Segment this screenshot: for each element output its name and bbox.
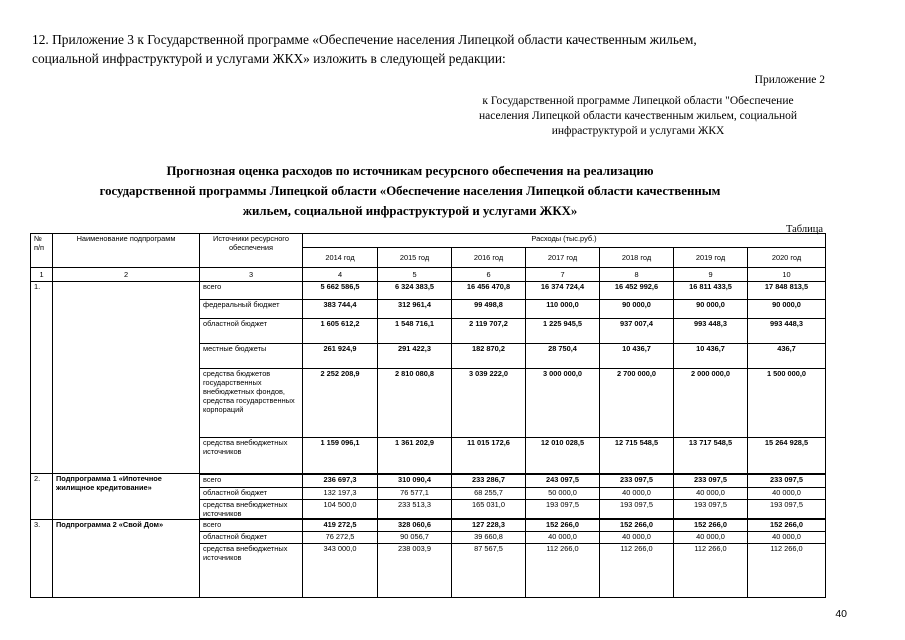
expense-value: 5 662 586,5 xyxy=(303,282,378,300)
expense-value: 10 436,7 xyxy=(600,344,674,369)
expense-value: 291 422,3 xyxy=(378,344,452,369)
expense-value: 419 272,5 xyxy=(303,519,378,531)
program-ref-line-1: к Государственной программе Липецкой области "Обеспечение xyxy=(482,95,794,107)
expense-value: 112 266,0 xyxy=(748,543,826,597)
expense-value: 261 924,9 xyxy=(303,344,378,369)
program-ref-line-3: инфраструктурой и услугами ЖКХ xyxy=(551,125,725,137)
expense-value: 132 197,3 xyxy=(303,488,378,500)
expense-value: 233 513,3 xyxy=(378,500,452,520)
expense-value: 238 003,9 xyxy=(378,543,452,597)
expense-value: 127 228,3 xyxy=(452,519,526,531)
column-number: 3 xyxy=(200,268,303,282)
row-number: 3. xyxy=(31,519,53,597)
funding-source: всего xyxy=(200,474,303,488)
funding-source: местные бюджеты xyxy=(200,344,303,369)
expense-value: 165 031,0 xyxy=(452,500,526,520)
expense-value: 2 252 208,9 xyxy=(303,369,378,438)
table-row xyxy=(31,474,826,488)
expense-value: 233 286,7 xyxy=(452,474,526,488)
expense-value: 13 717 548,5 xyxy=(674,438,748,474)
column-number: 4 xyxy=(303,268,378,282)
expense-value: 152 266,0 xyxy=(600,519,674,531)
column-number: 6 xyxy=(452,268,526,282)
table-row xyxy=(31,282,826,300)
expense-value: 1 159 096,1 xyxy=(303,438,378,474)
subprogram-name xyxy=(53,282,200,474)
title-line-3: жильем, социальной инфраструктурой и услугами ЖКХ» xyxy=(242,204,578,218)
expense-value: 40 000,0 xyxy=(600,488,674,500)
header-sources: Источники ресурсного обеспечения xyxy=(200,234,303,268)
expense-value: 2 000 000,0 xyxy=(674,369,748,438)
funding-source: средства внебюджетных источников xyxy=(200,543,303,597)
expense-value: 40 000,0 xyxy=(748,531,826,543)
expense-value: 1 605 612,2 xyxy=(303,319,378,344)
budget-table xyxy=(30,233,826,598)
expense-value: 12 715 548,5 xyxy=(600,438,674,474)
column-number: 5 xyxy=(378,268,452,282)
funding-source: областной бюджет xyxy=(200,531,303,543)
expense-value: 11 015 172,6 xyxy=(452,438,526,474)
expense-value: 2 119 707,2 xyxy=(452,319,526,344)
expense-value: 16 811 433,5 xyxy=(674,282,748,300)
column-number: 1 xyxy=(31,268,53,282)
expense-value: 16 374 724,4 xyxy=(526,282,600,300)
expense-value: 110 000,0 xyxy=(526,300,600,319)
expense-value: 90 000,0 xyxy=(674,300,748,319)
expense-value: 383 744,4 xyxy=(303,300,378,319)
expense-value: 40 000,0 xyxy=(526,531,600,543)
expense-value: 40 000,0 xyxy=(674,488,748,500)
expense-value: 6 324 383,5 xyxy=(378,282,452,300)
expense-value: 15 264 928,5 xyxy=(748,438,826,474)
expense-value: 193 097,5 xyxy=(674,500,748,520)
document-title xyxy=(40,161,780,221)
expense-value: 39 660,8 xyxy=(452,531,526,543)
expense-value: 90 000,0 xyxy=(748,300,826,319)
expense-value: 182 870,2 xyxy=(452,344,526,369)
expense-value: 10 436,7 xyxy=(674,344,748,369)
header-year: 2019 год xyxy=(674,248,748,268)
expense-value: 76 577,1 xyxy=(378,488,452,500)
expense-value: 28 750,4 xyxy=(526,344,600,369)
table-label: Таблица xyxy=(785,224,823,235)
expense-value: 312 961,4 xyxy=(378,300,452,319)
expense-value: 436,7 xyxy=(748,344,826,369)
expense-value: 112 266,0 xyxy=(526,543,600,597)
expense-value: 152 266,0 xyxy=(748,519,826,531)
subprogram-name: Подпрограмма 2 «Свой Дом» xyxy=(53,519,200,597)
column-number: 7 xyxy=(526,268,600,282)
expense-value: 193 097,5 xyxy=(526,500,600,520)
expense-value: 3 000 000,0 xyxy=(526,369,600,438)
funding-source: всего xyxy=(200,282,303,300)
funding-source: средства внебюджетных источников xyxy=(200,500,303,520)
expense-value: 3 039 222,0 xyxy=(452,369,526,438)
expense-value: 152 266,0 xyxy=(674,519,748,531)
appendix-label: Приложение 2 xyxy=(754,74,825,86)
header-year: 2020 год xyxy=(748,248,826,268)
header-year: 2016 год xyxy=(452,248,526,268)
expense-value: 16 452 992,6 xyxy=(600,282,674,300)
title-line-1: Прогнозная оценка расходов по источникам ресурсного обеспечения на реализацию xyxy=(166,164,654,178)
expense-value: 1 548 716,1 xyxy=(378,319,452,344)
expense-value: 993 448,3 xyxy=(674,319,748,344)
expense-value: 104 500,0 xyxy=(303,500,378,520)
expense-value: 343 000,0 xyxy=(303,543,378,597)
header-name: Наименование подпрограмм xyxy=(53,234,200,268)
expense-value: 233 097,5 xyxy=(748,474,826,488)
column-number: 2 xyxy=(53,268,200,282)
intro-line-1: 12. Приложение 3 к Государственной программе «Обеспечение населения Липецкой области качественным жильем, xyxy=(32,32,697,47)
funding-source: областной бюджет xyxy=(200,319,303,344)
expense-value: 12 010 028,5 xyxy=(526,438,600,474)
header-year: 2014 год xyxy=(303,248,378,268)
expense-value: 90 056,7 xyxy=(378,531,452,543)
expense-value: 16 456 470,8 xyxy=(452,282,526,300)
expense-value: 68 255,7 xyxy=(452,488,526,500)
program-reference xyxy=(448,94,828,139)
expense-value: 112 266,0 xyxy=(600,543,674,597)
expense-value: 1 361 202,9 xyxy=(378,438,452,474)
row-number: 1. xyxy=(31,282,53,474)
table-row xyxy=(31,519,826,531)
header-expenses: Расходы (тыс.руб.) xyxy=(303,234,826,248)
header-year: 2017 год xyxy=(526,248,600,268)
expense-value: 2 810 080,8 xyxy=(378,369,452,438)
expense-value: 233 097,5 xyxy=(600,474,674,488)
title-line-2: государственной программы Липецкой области «Обеспечение населения Липецкой области качественным xyxy=(99,184,721,198)
expense-value: 1 500 000,0 xyxy=(748,369,826,438)
expense-value: 87 567,5 xyxy=(452,543,526,597)
funding-source: средства бюджетов государственных внебюджетных фондов, средства государственных корпораций xyxy=(200,369,303,438)
expense-value: 2 700 000,0 xyxy=(600,369,674,438)
funding-source: федеральный бюджет xyxy=(200,300,303,319)
expense-value: 236 697,3 xyxy=(303,474,378,488)
intro-line-2: социальной инфраструктурой и услугами ЖКХ» изложить в следующей редакции: xyxy=(32,51,506,66)
expense-value: 152 266,0 xyxy=(526,519,600,531)
expense-value: 993 448,3 xyxy=(748,319,826,344)
subprogram-name: Подпрограмма 1 «Ипотечное жилищное кредитование» xyxy=(53,474,200,520)
header-num: № п/п xyxy=(31,234,53,268)
column-number: 9 xyxy=(674,268,748,282)
expense-value: 233 097,5 xyxy=(674,474,748,488)
column-number: 10 xyxy=(748,268,826,282)
funding-source: областной бюджет xyxy=(200,488,303,500)
expense-value: 40 000,0 xyxy=(748,488,826,500)
program-ref-line-2: населения Липецкой области качественным жильем, социальной xyxy=(478,110,798,122)
page-number: 40 xyxy=(835,608,847,620)
expense-value: 17 848 813,5 xyxy=(748,282,826,300)
funding-source: всего xyxy=(200,519,303,531)
header-year: 2015 год xyxy=(378,248,452,268)
row-number: 2. xyxy=(31,474,53,520)
expense-value: 193 097,5 xyxy=(748,500,826,520)
expense-value: 328 060,6 xyxy=(378,519,452,531)
intro-paragraph xyxy=(32,30,802,68)
expense-value: 40 000,0 xyxy=(674,531,748,543)
expense-value: 243 097,5 xyxy=(526,474,600,488)
expense-value: 76 272,5 xyxy=(303,531,378,543)
column-number: 8 xyxy=(600,268,674,282)
expense-value: 99 498,8 xyxy=(452,300,526,319)
expense-value: 1 225 945,5 xyxy=(526,319,600,344)
expense-value: 937 007,4 xyxy=(600,319,674,344)
header-year: 2018 год xyxy=(600,248,674,268)
expense-value: 40 000,0 xyxy=(600,531,674,543)
expense-value: 193 097,5 xyxy=(600,500,674,520)
expense-value: 50 000,0 xyxy=(526,488,600,500)
funding-source: средства внебюджетных источников xyxy=(200,438,303,474)
expense-value: 310 090,4 xyxy=(378,474,452,488)
expense-value: 112 266,0 xyxy=(674,543,748,597)
expense-value: 90 000,0 xyxy=(600,300,674,319)
